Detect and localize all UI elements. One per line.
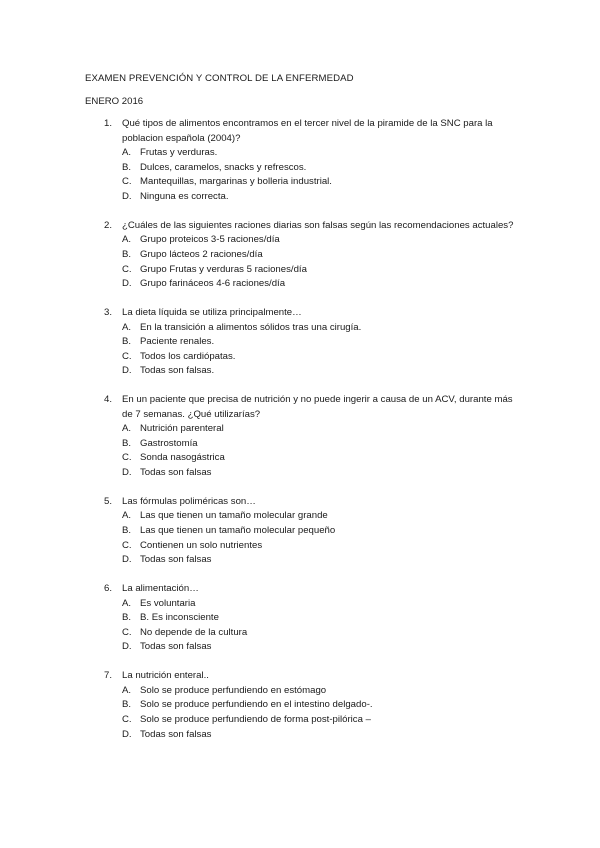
option-text: Es voluntaria: [140, 597, 196, 609]
option-letter: A.: [122, 510, 132, 522]
answer-options: [104, 233, 520, 291]
option-letter: A.: [122, 321, 132, 333]
option-letter: C.: [122, 350, 132, 362]
answer-option: [122, 161, 520, 176]
option-letter: C.: [122, 263, 132, 275]
question-text: Qué tipos de alimentos encontramos en el tercer nivel de la piramide de la SNC para la poblacion española (2004)?: [122, 118, 493, 144]
question-list: [0, 117, 600, 756]
option-letter: C.: [122, 176, 132, 188]
option-text: Solo se produce perfundiendo en estómago: [140, 684, 327, 696]
answer-option: [122, 466, 520, 481]
answer-option: [122, 233, 520, 248]
answer-option: [122, 437, 520, 452]
answer-option: [122, 640, 520, 655]
question-item: [104, 393, 520, 481]
question-text: La dieta líquida se utiliza principalmente…: [122, 306, 302, 318]
option-text: Nutrición parenteral: [140, 423, 224, 435]
option-letter: B.: [122, 699, 132, 711]
option-text: Frutas y verduras.: [140, 147, 218, 159]
question-item: [104, 117, 520, 205]
answer-options: [104, 422, 520, 480]
option-text: Contienen un solo nutrientes: [140, 539, 263, 551]
answer-option: [122, 553, 520, 568]
option-text: Grupo Frutas y verduras 5 raciones/día: [140, 263, 307, 275]
option-letter: D.: [122, 190, 132, 202]
question-text: En un paciente que precisa de nutrición y no puede ingerir a causa de un ACV, durante más de 7 semanas. ¿Qué utilizarías?: [122, 394, 513, 420]
option-text: Grupo lácteos 2 raciones/día: [140, 248, 263, 260]
document-title: EXAMEN PREVENCIÓN Y CONTROL DE LA ENFERMEDAD: [85, 73, 354, 84]
option-text: Mantequillas, margarinas y bolleria industrial.: [140, 176, 332, 188]
option-text: Dulces, caramelos, snacks y refrescos.: [140, 161, 307, 173]
answer-options: [104, 321, 520, 379]
option-letter: D.: [122, 467, 132, 479]
option-text: No depende de la cultura: [140, 626, 248, 638]
option-text: Solo se produce perfundiendo de forma post-pilórica –: [140, 713, 371, 725]
question-item: [104, 306, 520, 379]
answer-options: [104, 684, 520, 742]
option-text: Solo se produce perfundiendo en el intestino delgado-.: [140, 699, 373, 711]
answer-option: [122, 713, 520, 728]
answer-option: [122, 626, 520, 641]
document-date: ENERO 2016: [85, 96, 144, 107]
answer-options: [104, 509, 520, 567]
option-text: Todas son falsas: [140, 467, 212, 479]
option-letter: A.: [122, 423, 132, 435]
option-text: Todas son falsas.: [140, 365, 215, 377]
answer-option: [122, 321, 520, 336]
question-number: 6.: [104, 582, 113, 594]
option-text: Grupo farináceos 4-6 raciones/día: [140, 278, 286, 290]
question-item: [104, 582, 520, 655]
answer-option: [122, 684, 520, 699]
answer-option: [122, 728, 520, 743]
option-letter: D.: [122, 278, 132, 290]
option-letter: D.: [122, 554, 132, 566]
answer-option: [122, 175, 520, 190]
answer-option: [122, 277, 520, 292]
option-letter: A.: [122, 684, 132, 696]
option-letter: C.: [122, 713, 132, 725]
answer-option: [122, 350, 520, 365]
option-text: Todas son falsas: [140, 641, 212, 653]
option-letter: D.: [122, 728, 132, 740]
question-item: [104, 495, 520, 568]
question-number: 4.: [104, 394, 113, 406]
option-text: Las que tienen un tamaño molecular pequeño: [140, 525, 336, 536]
question-text: ¿Cuáles de las siguientes raciones diarias son falsas según las recomendaciones actuales?: [122, 219, 514, 231]
answer-option: [122, 146, 520, 161]
option-letter: B.: [122, 336, 132, 348]
answer-option: [122, 364, 520, 379]
option-text: Paciente renales.: [140, 336, 215, 348]
answer-option: [122, 248, 520, 263]
question-item: [104, 669, 520, 742]
option-text: En la transición a alimentos sólidos tras una cirugía.: [140, 321, 362, 333]
answer-options: [104, 146, 520, 204]
answer-option: [122, 597, 520, 612]
option-text: Grupo proteicos 3-5 raciones/día: [140, 234, 280, 246]
option-text: Las que tienen un tamaño molecular grande: [140, 510, 328, 522]
option-letter: D.: [122, 365, 132, 377]
answer-option: [122, 539, 520, 554]
answer-option: [122, 451, 520, 466]
question-number: 7.: [104, 670, 113, 682]
option-text: Ninguna es correcta.: [140, 190, 229, 202]
option-letter: A.: [122, 597, 132, 609]
question-number: 1.: [104, 118, 113, 129]
answer-options: [104, 597, 520, 655]
option-text: Todos los cardiópatas.: [140, 350, 236, 362]
answer-option: [122, 335, 520, 350]
option-text: Gastrostomía: [140, 437, 198, 449]
option-letter: A.: [122, 147, 132, 159]
option-text: Todas son falsas: [140, 728, 212, 740]
question-item: [104, 219, 520, 292]
option-letter: C.: [122, 452, 132, 464]
answer-option: [122, 611, 520, 626]
option-text: B. Es inconsciente: [140, 612, 219, 624]
option-letter: B.: [122, 248, 132, 260]
question-text: Las fórmulas poliméricas son…: [122, 495, 256, 507]
question-number: 3.: [104, 306, 113, 318]
option-letter: B.: [122, 525, 132, 536]
answer-option: [122, 698, 520, 713]
option-letter: A.: [122, 234, 132, 246]
answer-option: [122, 422, 520, 437]
question-text: La nutrición enteral..: [122, 670, 209, 682]
question-text: La alimentación…: [122, 582, 199, 594]
option-letter: C.: [122, 539, 132, 551]
question-number: 2.: [104, 219, 113, 231]
answer-option: [122, 509, 520, 524]
answer-option: [122, 190, 520, 205]
option-text: Todas son falsas: [140, 554, 212, 566]
question-number: 5.: [104, 495, 113, 507]
option-letter: D.: [122, 641, 132, 653]
answer-option: [122, 263, 520, 278]
option-letter: B.: [122, 612, 132, 624]
option-text: Sonda nasogástrica: [140, 452, 225, 464]
option-letter: B.: [122, 161, 132, 173]
option-letter: C.: [122, 626, 132, 638]
answer-option: [122, 524, 520, 539]
option-letter: B.: [122, 437, 132, 449]
